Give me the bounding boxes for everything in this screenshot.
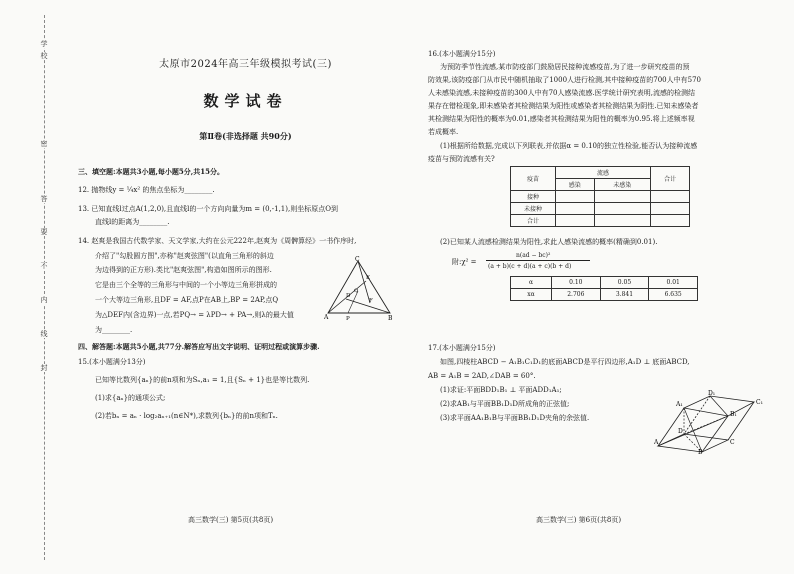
question-16-line9: (2)已知某人流感检测结果为阳性,求此人感染流感的概率(精确到0.01).	[440, 238, 658, 246]
question-14-line6: 为△DEF内(含边界)一点,若PQ→ = λPD→ + PA→,则λ的最大值	[95, 311, 294, 319]
table-cell: 0.05	[600, 277, 649, 289]
binding-char: 答	[38, 195, 50, 203]
question-17-line3: (1)求证:平面BDD₁B₁ ⊥ 平面ADD₁A₁;	[440, 386, 562, 394]
exam-title: 太原市2024年高三年级模拟考试(三)	[159, 59, 332, 70]
question-15-line1: 已知等比数列{aₙ}的前n项和为Sₙ,a₁ = 1,且{Sₙ + 1}也是等比数列.	[95, 376, 310, 384]
fig-label: F	[369, 298, 373, 304]
fig-label: A	[324, 314, 329, 321]
fig-label: Q	[354, 288, 359, 294]
question-14-line4: 它是由三个全等的三角形与中间的一个小等边三角形拼成的	[95, 281, 277, 289]
right-page	[428, 0, 776, 574]
binding-char: 内	[38, 296, 50, 304]
question-17-line1: 如图,四棱柱ABCD − A₁B₁C₁D₁的底面ABCD是平行四边形,A₁D ⊥ 底面ABCD,	[440, 358, 690, 366]
left-page	[78, 0, 413, 574]
page-footer-right: 高三数学(三) 第6页(共8页)	[536, 516, 622, 524]
binding-char: 要	[38, 228, 50, 236]
question-14-line2: 介绍了"勾股圆方图",亦称"赵爽弦图"(以直角三角形的斜边	[95, 252, 274, 260]
binding-char: 校	[38, 52, 50, 60]
question-15-head: 15.(本小题满分13分)	[78, 358, 146, 366]
fig-label: A	[654, 439, 659, 446]
question-16-line1: 为预防季节性流感,某市防疫部门鼓励居民接种流感疫苗,为了进一步研究疫苗的预	[440, 63, 690, 71]
fig-label: A₁	[676, 401, 683, 408]
fig-label: C₁	[756, 399, 763, 406]
question-12: 12. 抛物线y = ¼x² 的焦点坐标为________.	[78, 186, 215, 194]
table-cell: 2.706	[552, 289, 601, 301]
fig-label: E	[366, 275, 371, 281]
table-cell: 0.10	[552, 277, 601, 289]
question-14-line5: 一个大等边三角形,且DF = AF,点P在AB上,BP = 2AP,点Q	[95, 296, 279, 304]
binding-char: 密	[38, 140, 50, 148]
chi-square-table	[510, 276, 698, 301]
table-row-label: 接种	[511, 191, 556, 203]
fraction-bar	[486, 260, 590, 261]
question-16-line4: 果存在错检现象,即未感染者其检测结果为阳性或感染者其检测结果为阴性.已知未感染者	[428, 102, 699, 110]
table-cell: 0.01	[649, 277, 698, 289]
question-14-line1: 14. 赵爽是我国古代数学家、天文学家,大约在公元222年,赵爽为《周髀算经》一书作序时,	[78, 237, 357, 245]
question-16-line7: (1)根据所给数据,完成以下列联表,并依据α = 0.10的独立性检验,能否认为接种流感	[440, 142, 698, 150]
question-17-line4: (2)求AB₁与平面BB₁D₁D所成角的正弦值;	[440, 400, 570, 408]
table-header: 流感	[556, 167, 651, 179]
question-15-line2: (1)求{aₙ}的通项公式;	[95, 394, 166, 402]
parallelepiped-figure	[654, 388, 772, 454]
subject-title: 数学试卷	[203, 92, 288, 110]
question-16-head: 16.(本小题满分15分)	[428, 50, 496, 58]
question-17-head: 17.(本小题满分15分)	[428, 344, 496, 352]
fig-label: C	[355, 256, 360, 263]
fig-label: D	[346, 293, 351, 299]
question-13-line2: 直线l的距离为________.	[95, 218, 170, 226]
table-cell: xα	[511, 289, 552, 301]
table-row-label: 合计	[511, 215, 556, 227]
table-cell: 6.635	[649, 289, 698, 301]
part3-heading: 三、填空题:本题共3小题,每小题5分,共15分。	[78, 167, 224, 176]
question-15-line3: (2)若bₙ = aₙ · log₂aₙ₊₁(n∈N*),求数列{bₙ}的前n项和Tₙ.	[95, 412, 278, 420]
table-header: 未感染	[594, 179, 650, 191]
question-14-line7: 为________.	[95, 326, 133, 334]
binding-char: 线	[38, 330, 50, 338]
question-16-line2: 防效果,该防疫部门从市民中随机抽取了1000人进行检测,其中接种疫苗的700人中有570	[428, 76, 701, 84]
question-16-line3: 人未感染流感,未接种疫苗的300人中有70人感染流感.医学统计研究表明,流感的检测结	[428, 89, 695, 97]
formula-denominator: (a + b)(c + d)(a + c)(b + d)	[488, 263, 572, 270]
binding-char: 封	[38, 364, 50, 372]
question-13-line1: 13. 已知直线l过点A(1,2,0),且直线l的一个方向向量为m = (0,-1,1),则坐标原点O到	[78, 205, 338, 213]
binding-char: 学	[38, 40, 50, 48]
question-17-line2: AB = A₁B = 2AD,∠DAB = 60°.	[428, 372, 536, 380]
table-header: 疫苗	[511, 167, 556, 191]
table-header: 感染	[556, 179, 595, 191]
formula-prefix: 附:χ² =	[452, 258, 477, 266]
table-header: 合计	[651, 167, 690, 191]
fig-label: B	[698, 449, 703, 454]
formula-numerator: n(ad − bc)²	[516, 252, 551, 259]
question-16-line6: 若成概率.	[428, 128, 459, 136]
section-title: 第Ⅱ卷(非选择题 共90分)	[199, 131, 292, 141]
fig-label: C	[730, 439, 735, 446]
table-row-label: 未接种	[511, 203, 556, 215]
part4-heading: 四、解答题:本题共5小题,共77分.解答应写出文字说明、证明过程或演算步骤.	[78, 342, 320, 351]
question-16-line5: 其检测结果为阳性的概率为0.01,感染者其检测结果为阳性的概率为0.95.将上述频率视	[428, 115, 695, 123]
table-cell: α	[511, 277, 552, 289]
fig-label: D	[678, 428, 683, 435]
table-cell: 3.841	[600, 289, 649, 301]
fig-label: B₁	[730, 411, 737, 418]
triangle-figure	[324, 255, 396, 321]
contingency-table	[510, 166, 690, 227]
fig-label: P	[346, 316, 350, 321]
fig-label: D₁	[708, 390, 716, 397]
binding-dashed-line	[44, 15, 45, 560]
question-17-line5: (3)求平面AA₁B₁B与平面BB₁D₁D夹角的余弦值.	[440, 414, 590, 422]
question-16-line8: 疫苗与预防流感有关?	[428, 155, 495, 163]
binding-char: 不	[38, 262, 50, 270]
question-14-line3: 为边得到的正方形).类比"赵爽弦图",构造如图所示的图形.	[95, 266, 272, 274]
fig-label: B	[388, 315, 393, 321]
page-footer-left: 高三数学(三) 第5页(共8页)	[188, 516, 274, 524]
